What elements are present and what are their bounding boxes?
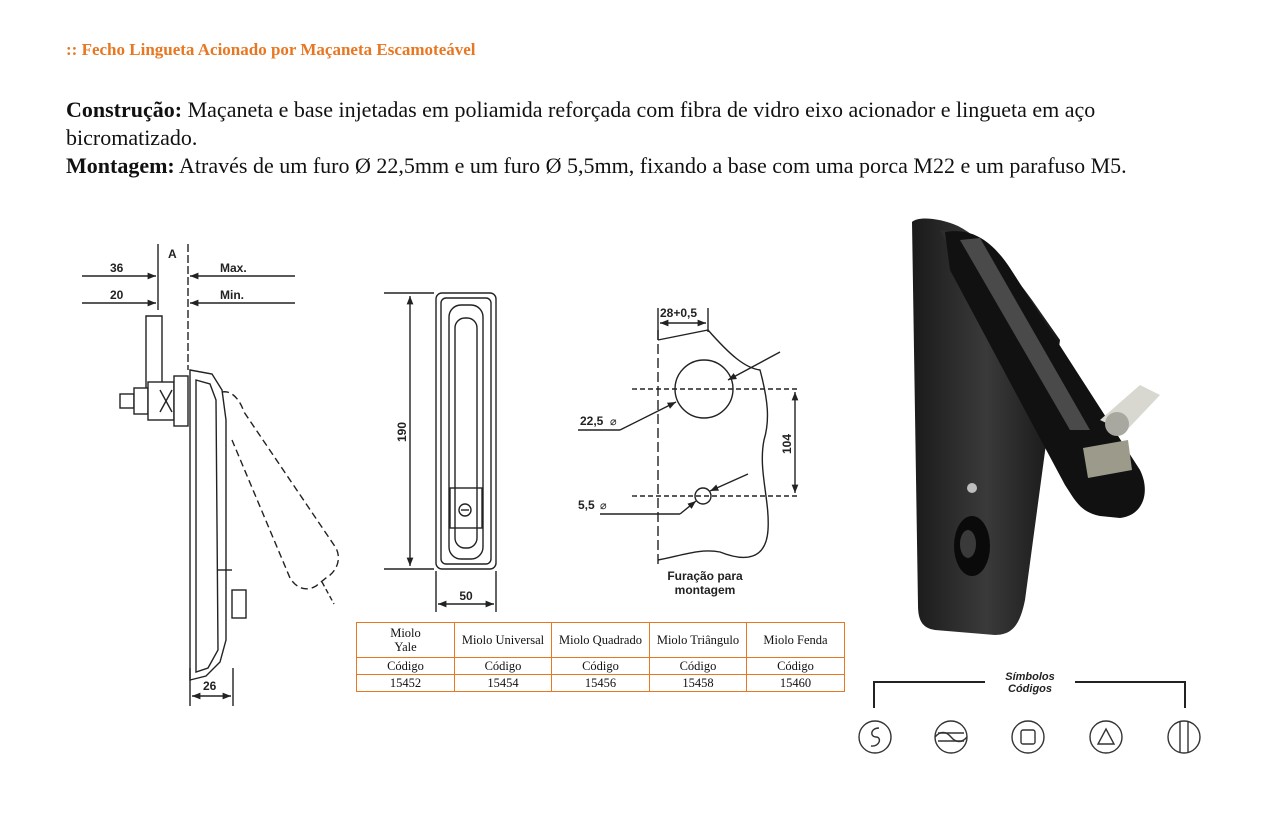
- code-label: Código: [357, 658, 455, 675]
- caption-line2: montagem: [674, 583, 736, 597]
- dim-26: 26: [203, 679, 217, 693]
- table-row: [357, 675, 845, 692]
- code-value: 15454: [455, 675, 552, 692]
- symbol-yale-icon: [859, 721, 891, 753]
- header-fenda: Miolo Fenda: [747, 623, 845, 658]
- code-value: 15456: [552, 675, 650, 692]
- dim-28: 28+0,5: [660, 306, 698, 320]
- dim-36: 36: [110, 261, 124, 275]
- dim-50: 50: [459, 589, 473, 603]
- diameter-symbol-icon: ⌀: [600, 499, 607, 512]
- code-value: 15460: [747, 675, 845, 692]
- table-header-row: [357, 623, 845, 658]
- montagem-label: Montagem:: [66, 153, 175, 178]
- code-label: Código: [455, 658, 552, 675]
- dim-5-5: 5,5: [578, 498, 595, 512]
- side-view-drawing: [82, 244, 338, 706]
- diameter-symbol-icon: ⌀: [610, 415, 617, 428]
- dim-22-5: 22,5: [580, 414, 604, 428]
- header-yale-text: Miolo Yale: [390, 626, 421, 654]
- montagem-text: Através de um furo Ø 22,5mm e um furo Ø 5,5mm, fixando a base com uma porca M22 e um parafuso M5.: [174, 153, 1127, 178]
- symbol-triangle-icon: [1090, 721, 1122, 753]
- header-universal: Miolo Universal: [455, 623, 552, 658]
- code-label: Código: [650, 658, 747, 675]
- code-label: Código: [747, 658, 845, 675]
- header-yale: [357, 623, 455, 658]
- dim-a: A: [168, 247, 177, 261]
- dim-20: 20: [110, 288, 124, 302]
- symbol-universal-icon: [935, 721, 967, 753]
- product-photo: [912, 219, 1160, 635]
- symbols-label: [985, 671, 1075, 695]
- symbol-slot-icon: [1168, 721, 1200, 753]
- dim-min: Min.: [220, 288, 244, 302]
- table-row: [357, 658, 845, 675]
- code-value: 15458: [650, 675, 747, 692]
- page-title: :: Fecho Lingueta Acionado por Maçaneta Escamoteável: [66, 40, 476, 59]
- header-quadrado: Miolo Quadrado: [552, 623, 650, 658]
- caption-line1: Furação para: [667, 569, 743, 583]
- dim-max: Max.: [220, 261, 247, 275]
- symbols-label-line1: Símbolos: [1005, 671, 1055, 683]
- symbol-square-icon: [1012, 721, 1044, 753]
- construcao-text: Maçaneta e base injetadas em poliamida reforçada com fibra de vidro eixo acionador e lingueta em aço bicromatizado.: [66, 97, 1096, 150]
- code-value: 15452: [357, 675, 455, 692]
- dim-190: 190: [395, 421, 409, 443]
- hole-drilling-drawing: [578, 308, 800, 565]
- dim-104: 104: [780, 433, 794, 455]
- code-label: Código: [552, 658, 650, 675]
- header-triangulo: Miolo Triângulo: [650, 623, 747, 658]
- symbols-label-line2: Códigos: [1008, 683, 1052, 695]
- codes-table: [356, 622, 845, 692]
- construcao-label: Construção:: [66, 97, 183, 122]
- front-view-drawing: [384, 293, 496, 612]
